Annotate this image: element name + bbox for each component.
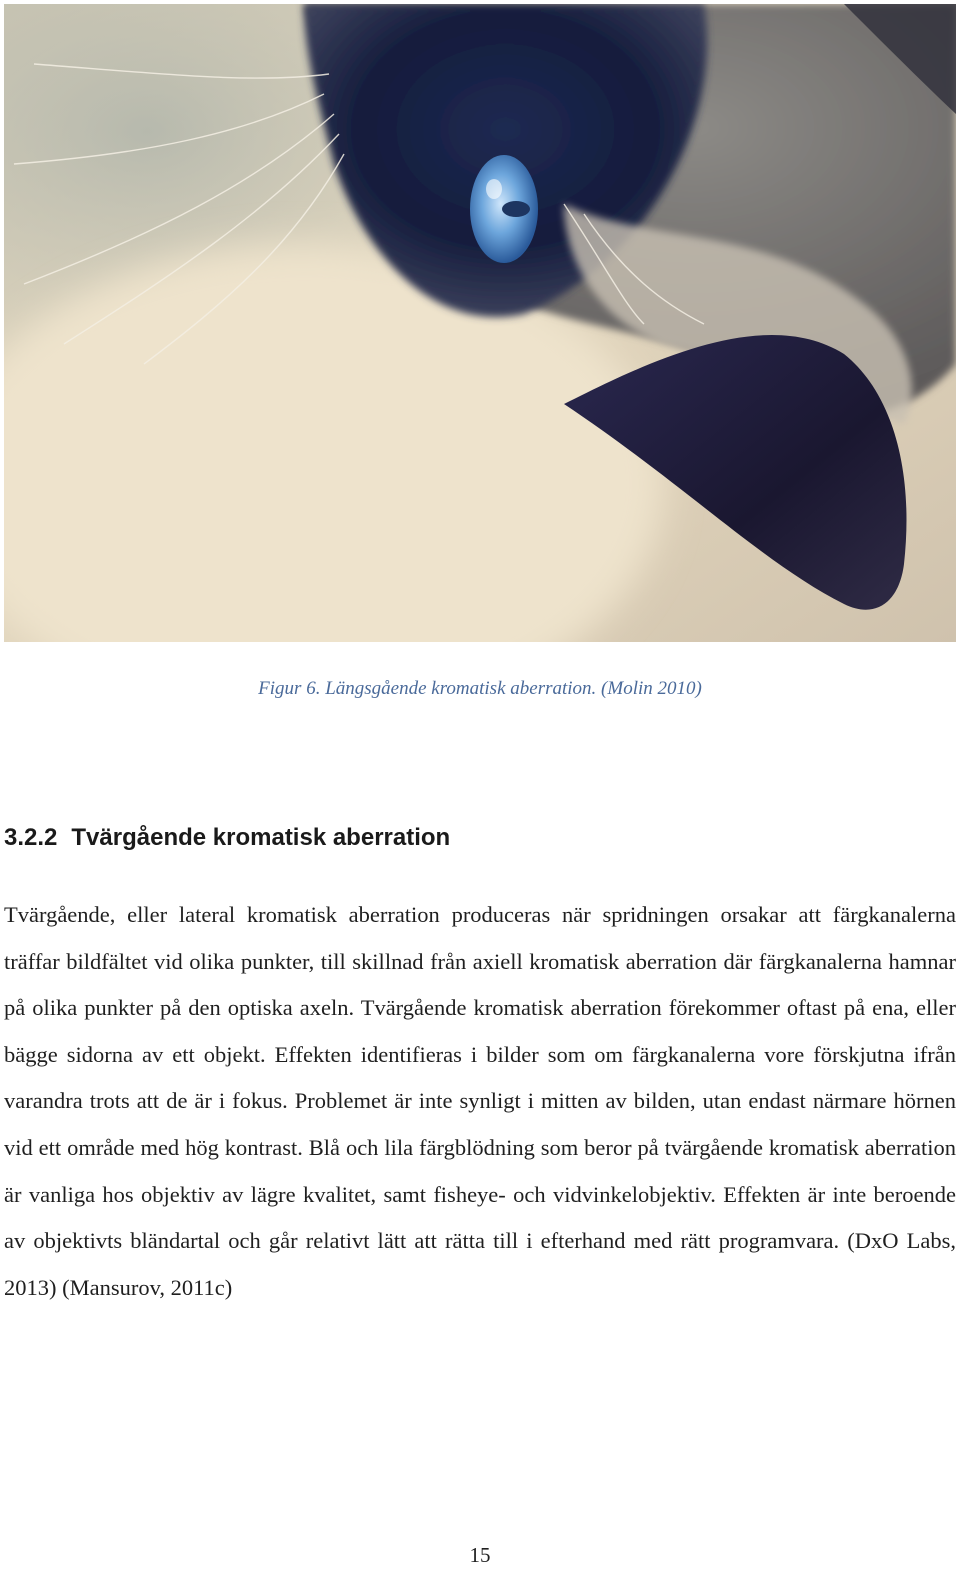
body-paragraph: Tvärgående, eller lateral kromatisk aberration produceras när spridningen orsakar att färgkanalerna träffar bildfältet vid olika punkter, till skillnad från axiell kromatisk aberration där färgkanalerna hamnar på olika punkter på den optiska axeln. Tvärgående kromatisk aberration förekommer oftast på ena, eller bägge sidorna av ett objekt. Effekten identifieras i bilder som om färgkanalerna vore förskjutna ifrån varandra trots att de är i fokus. Problemet är inte synligt i mitten av bilden, utan endast närmare hörnen vid ett område med hög kontrast. Blå och lila färgblödning som beror på tvärgående kromatisk aberration är vanliga hos objektiv av lägre kvalitet, samt fisheye- och vidvinkelobjektiv. Effekten är inte beroende av objektivts bländartal och går relativt lätt att rätta till i efterhand med rätt programvara. (DxO Labs, 2013) (Mansurov, 2011c) <box>4 902 956 1300</box>
section-title: Tvärgående kromatisk aberration <box>71 824 451 851</box>
page-number: 15 <box>469 1543 491 1567</box>
section-number: 3.2.2 <box>4 824 58 851</box>
section-heading <box>4 824 450 852</box>
figure-caption: Figur 6. Längsgående kromatisk aberration. (Molin 2010) <box>258 678 702 699</box>
cat-photo <box>4 4 956 642</box>
cat-closeup-image <box>4 4 956 642</box>
